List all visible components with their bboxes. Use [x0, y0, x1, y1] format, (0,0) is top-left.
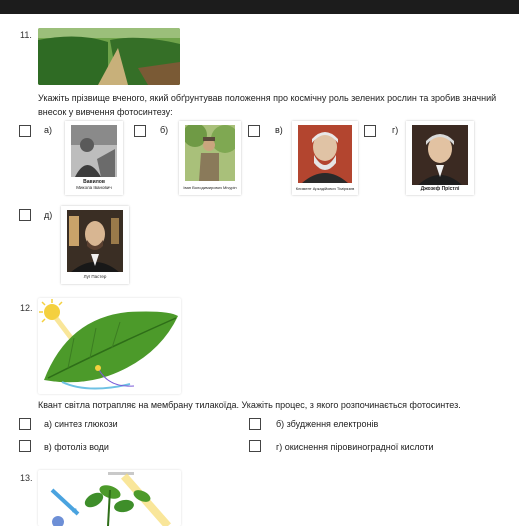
option-c-checkbox[interactable]: [248, 125, 260, 137]
option-b-checkbox[interactable]: [134, 125, 146, 137]
answer-b-label: б) збудження електронів: [276, 419, 379, 429]
answer-d-label: г) окиснення піровиноградної кислоти: [276, 442, 434, 452]
plant-diagram: [38, 470, 181, 526]
option-a-label: а): [44, 125, 53, 135]
question-12-number: 12.: [20, 303, 33, 313]
option-a-checkbox[interactable]: [19, 125, 31, 137]
option-b-label: б): [160, 125, 169, 135]
answer-a-label: а) синтез глюкози: [44, 419, 118, 429]
option-c-label: в): [275, 125, 283, 135]
answer-b-checkbox[interactable]: [249, 418, 261, 430]
question-11-text: Укажіть прізвище вченого, який обґрунтував положення про космічну роль зелених рослин та зробив значний внесок у вивчення фотосинтезу:: [38, 93, 497, 117]
vavilov-photo: [71, 125, 117, 177]
answer-a-checkbox[interactable]: [19, 418, 31, 430]
pasteur-photo: [67, 210, 123, 272]
option-e-caption: Луї Пастер: [83, 274, 107, 279]
option-e-card: [61, 206, 129, 284]
answer-c-checkbox[interactable]: [19, 440, 31, 452]
option-e-label: д): [44, 210, 53, 220]
michurin-photo: [185, 125, 235, 181]
question-13-number: 13.: [20, 473, 33, 483]
leaf-diagram: [38, 298, 181, 394]
question-11-number: 11.: [20, 30, 32, 40]
priestley-photo: [412, 125, 468, 185]
answer-c-label: в) фотоліз води: [44, 442, 109, 452]
field-photo: [38, 28, 180, 85]
option-b-caption: Іван Володимирович Мічурін: [183, 185, 237, 190]
option-d-label: г): [392, 125, 399, 135]
option-d-caption: Джозеф Прістлі: [420, 186, 460, 192]
option-d-checkbox[interactable]: [364, 125, 376, 137]
option-a-card: [65, 121, 123, 195]
top-bar: [0, 0, 519, 14]
option-c-card: [292, 121, 358, 195]
option-d-card: [406, 121, 474, 195]
option-e-checkbox[interactable]: [19, 209, 31, 221]
option-b-card: [179, 121, 241, 195]
option-c-caption: Климент Аркадійович Тімірязєв: [295, 186, 355, 191]
question-12-text: Квант світла потрапляє на мембрану тилакоїда. Укажіть процес, з якого розпочинається фотосинтез.: [38, 400, 461, 410]
timiryazev-photo: [298, 125, 352, 183]
answer-d-checkbox[interactable]: [249, 440, 261, 452]
option-a-caption: Вавилов Микола Іванович: [76, 179, 112, 190]
